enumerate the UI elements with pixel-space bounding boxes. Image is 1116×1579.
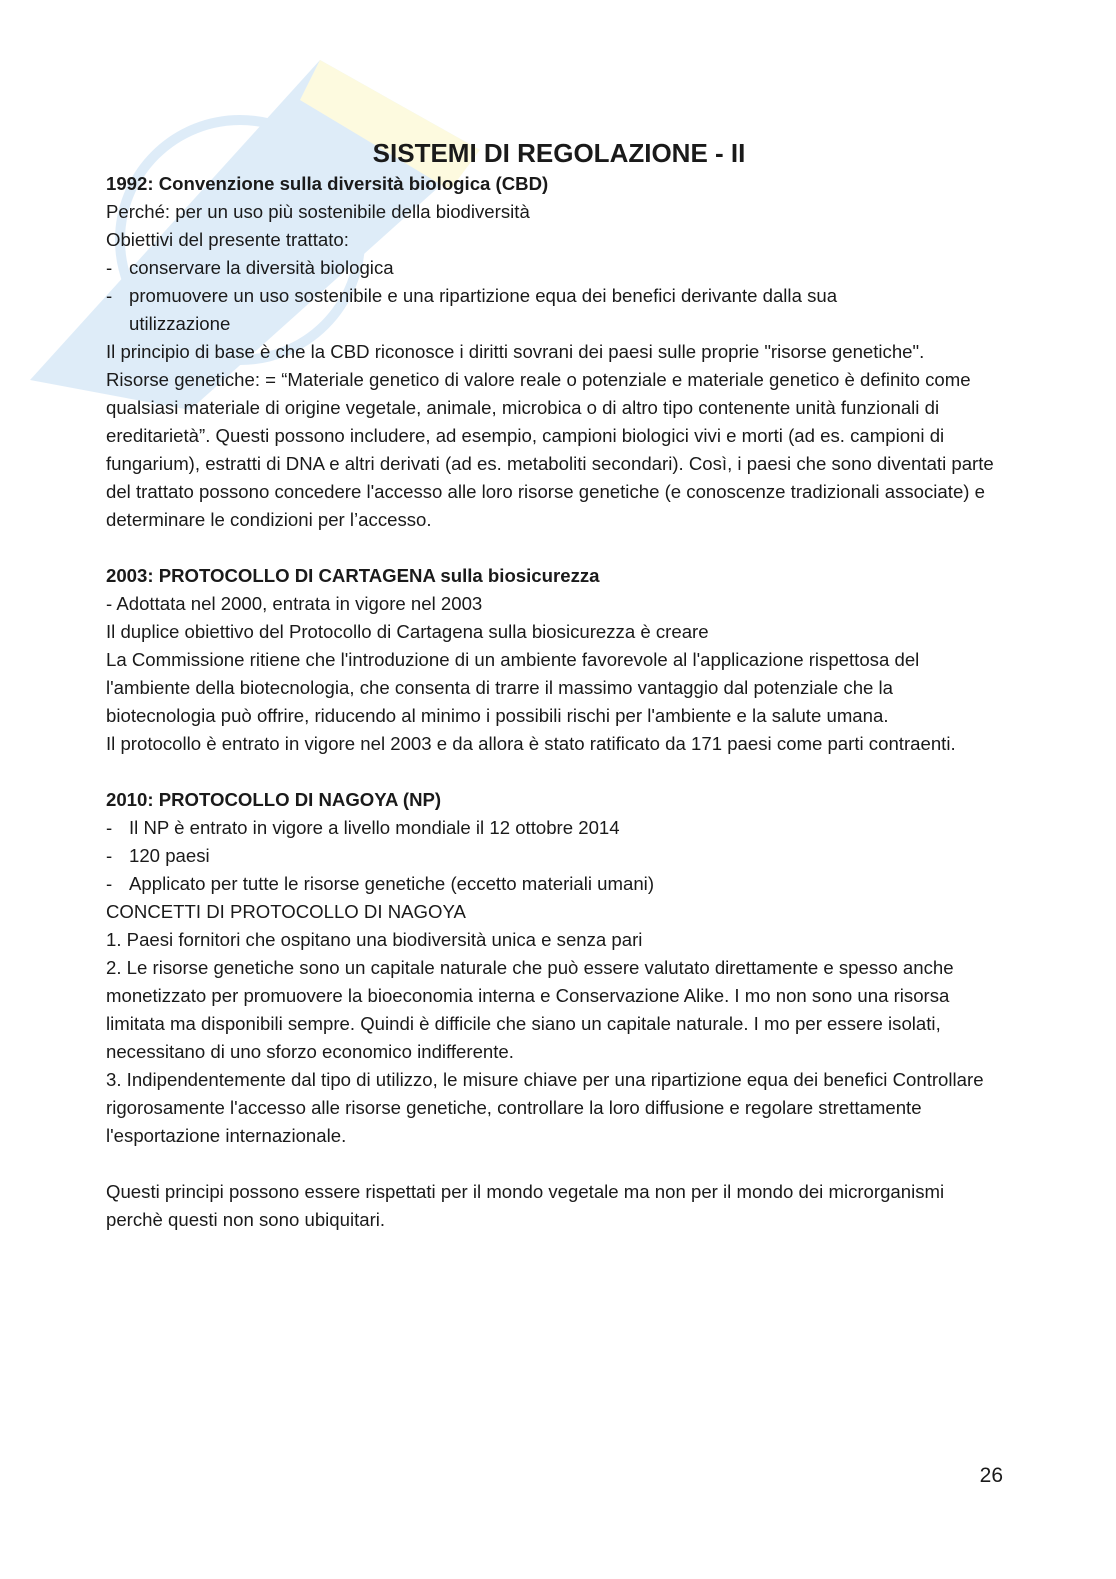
section-heading: 1992: Convenzione sulla diversità biologica (CBD) [106,173,549,194]
paragraph: Il protocollo è entrato in vigore nel 2003 e da allora è stato ratificato da 171 paesi come parti contraenti. [106,733,956,754]
paragraph: CONCETTI DI PROTOCOLLO DI NAGOYA [106,901,466,922]
list-item: - conservare la diversità biologica [106,254,1006,282]
objectives-list [106,254,1006,338]
spacer [106,534,1006,562]
page-title: SISTEMI DI REGOLAZIONE - II [372,138,746,168]
list-item: - 120 paesi [106,842,1006,870]
spacer [106,758,1006,786]
list-item: - Il NP è entrato in vigore a livello mondiale il 12 ottobre 2014 [106,814,1006,842]
list-item: - Applicato per tutte le risorse genetiche (eccetto materiali umani) [106,870,1006,898]
nagoya-list [106,814,1006,898]
intro-line: Perché: per un uso più sostenibile della biodiversità [106,201,530,222]
section-cbd [106,170,1006,534]
page-number: 26 [979,1464,1003,1487]
section-heading: 2010: PROTOCOLLO DI NAGOYA (NP) [106,789,442,810]
paragraph: 3. Indipendentemente dal tipo di utilizzo, le misure chiave per una ripartizione equa dei benefici Controllare rigorosamente l'accesso alle risorse genetiche, controllare la loro diffusione e regolare strettamente l'esportazione internazionale. [106,1069,984,1146]
section-heading: 2003: PROTOCOLLO DI CARTAGENA sulla biosicurezza [106,565,600,586]
document-page [106,136,1006,1234]
section-nagoya [106,786,1006,1234]
paragraph: - Adottata nel 2000, entrata in vigore nel 2003 [106,593,483,614]
paragraph: Il duplice obiettivo del Protocollo di Cartagena sulla biosicurezza è creare [106,621,709,642]
section-cartagena [106,562,1006,758]
paragraph: La Commissione ritiene che l'introduzione di un ambiente favorevole al l'applicazione rispettosa del l'ambiente della biotecnologia, che consenta di trarre il massimo vantaggio dal potenziale che la biotecnologia può offrire, riducendo al minimo i possibili rischi per l'ambiente e la salute umana. [106,649,920,726]
spacer [106,1150,1006,1178]
paragraph: 1. Paesi fornitori che ospitano una biodiversità unica e senza pari [106,929,643,950]
closing-paragraph: Questi principi possono essere rispettati per il mondo vegetale ma non per il mondo dei microrganismi perchè questi non sono ubiquitari. [106,1181,945,1230]
list-item: - promuovere un uso sostenibile e una ripartizione equa dei benefici derivante dalla sua utilizzazione [106,282,1006,338]
paragraph: Risorse genetiche: = “Materiale genetico di valore reale o potenziale e materiale genetico è definito come qualsiasi materiale di origine vegetale, animale, microbica o di altro tipo contenente unità funzionali di ereditarietà”. Questi possono includere, ad esempio, campioni biologici vivi e morti (ad es. campioni di fungarium), estratti di DNA e altri derivati (ad es. metaboliti secondari). Così, i paesi che sono diventati parte del trattato possono concedere l'accesso alle loro risorse genetiche (e conoscenze tradizionali associate) e determinare le condizioni per l’accesso. [106,369,994,530]
paragraph: 2. Le risorse genetiche sono un capitale naturale che può essere valutato direttamente e spesso anche monetizzato per promuovere la bioeconomia interna e Conservazione Alike. I mo non sono una risorsa limitata ma disponibili sempre. Quindi è difficile che siano un capitale naturale. I mo per essere isolati, necessitano di uno sforzo economico indifferente. [106,957,954,1062]
paragraph: Il principio di base è che la CBD riconosce i diritti sovrani dei paesi sulle proprie "risorse genetiche". [106,341,925,362]
intro-line: Obiettivi del presente trattato: [106,229,349,250]
